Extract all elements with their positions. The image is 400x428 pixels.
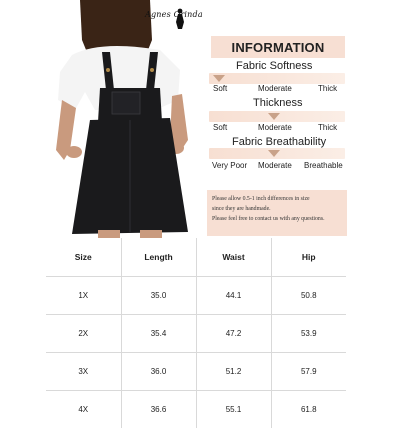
column-header-size: Size xyxy=(46,238,121,276)
column-header-hip: Hip xyxy=(271,238,346,276)
model-wearing-overall-dress-illustration xyxy=(0,0,205,238)
table-cell: 53.9 xyxy=(271,314,346,352)
attr-option: Moderate xyxy=(258,84,292,93)
column-header-waist: Waist xyxy=(196,238,271,276)
table-cell: 57.9 xyxy=(271,352,346,390)
attr-option: Breathable xyxy=(304,161,343,170)
attr-option: Moderate xyxy=(258,161,292,170)
product-photo xyxy=(0,0,205,238)
selected-level-marker-icon xyxy=(213,75,225,82)
size-chart-table xyxy=(46,238,346,428)
brand-name: Agnes Orinda xyxy=(145,10,203,19)
table-cell: 55.1 xyxy=(196,390,271,428)
selected-level-marker-icon xyxy=(268,150,280,157)
table-cell: 4X xyxy=(46,390,121,428)
table-cell: 47.2 xyxy=(196,314,271,352)
table-cell: 61.8 xyxy=(300,404,317,414)
note-line: Please feel free to contact us with any questions. xyxy=(212,216,325,222)
table-row xyxy=(46,276,346,314)
table-row xyxy=(46,352,346,390)
table-cell: 2X xyxy=(46,314,121,352)
table-cell: 44.1 xyxy=(196,276,271,314)
attr-option: Thick xyxy=(318,123,338,132)
attr-option: Very Poor xyxy=(212,161,248,170)
attr-title-thickness: Thickness xyxy=(253,97,303,109)
table-header-row xyxy=(46,238,346,276)
attr-option: Soft xyxy=(213,84,228,93)
care-note-box xyxy=(207,190,347,236)
selected-level-marker-icon xyxy=(268,113,280,120)
brand-logo xyxy=(145,8,245,28)
note-line: since they are handmade. xyxy=(212,206,271,212)
table-cell: 3X xyxy=(46,352,121,390)
note-line: Please allow 0.5-1 inch differences in size xyxy=(212,196,310,202)
attr-option: Moderate xyxy=(258,123,292,132)
table-cell: 36.6 xyxy=(121,390,196,428)
table-cell: 1X xyxy=(46,276,121,314)
column-header-length: Length xyxy=(121,238,196,276)
table-row xyxy=(46,390,346,428)
table-cell: 36.0 xyxy=(121,352,196,390)
table-cell: 50.8 xyxy=(271,276,346,314)
attr-option: Soft xyxy=(213,123,228,132)
information-header xyxy=(211,36,345,58)
table-cell: 51.2 xyxy=(196,352,271,390)
attr-scale-bar xyxy=(209,73,345,84)
attr-title-fabric-breathability: Fabric Breathability xyxy=(232,136,327,148)
attr-option: Thick xyxy=(318,84,338,93)
table-cell: 35.0 xyxy=(121,276,196,314)
table-row xyxy=(46,314,346,352)
table-cell: 35.4 xyxy=(121,314,196,352)
information-title: INFORMATION xyxy=(231,39,325,55)
attr-title-fabric-softness: Fabric Softness xyxy=(236,60,313,72)
